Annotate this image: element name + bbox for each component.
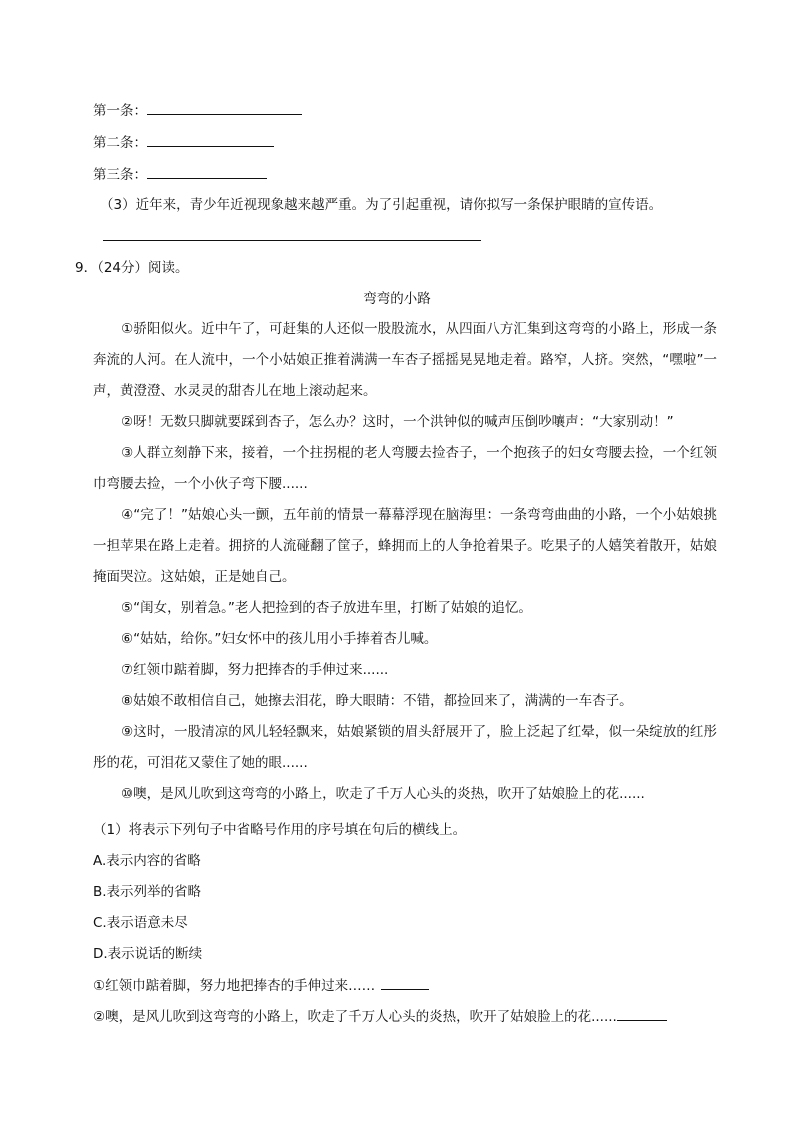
article-title: 弯弯的小路 [363,291,431,307]
answer-blank[interactable] [381,975,429,990]
question-9-header: 9．（24分）阅读。 [75,260,189,276]
slogan-line-1 [93,100,302,121]
slogan-label-1: 第一条： [93,103,147,119]
answer-blank[interactable] [147,164,267,179]
article-paragraph-9: ⑨这时，一股清凉的风儿轻轻飘来，姑娘紧锁的眉头舒展开了，脸上泛起了红晕，似一朵绽放的红彤彤的花，可泪花又蒙住了她的眼...... [93,724,717,771]
sentence-1: ①红领巾踮着脚，努力地把捧杏的手伸过来…… [93,975,429,996]
article-paragraph-1: ①骄阳似火。近中午了，可赶集的人还似一股股流水，从四面八方汇集到这弯弯的小路上，形成一条奔流的人河。在人流中，一个小姑娘正推着满满一车杏子摇摇晃晃地走着。路窄，人挤。突然，“嘿啦”一声，黄澄澄、水灵灵的甜杏儿在地上滚动起来。 [93,321,717,399]
article-paragraph-5: ⑤“闺女，别着急。”老人把捡到的杏子放进车里，打断了姑娘的追忆。 [121,600,532,616]
sub-question-1: （1）将表示下列句子中省略号作用的序号填在句后的横线上。 [93,822,467,838]
answer-blank[interactable] [147,100,302,115]
article-paragraph-2: ②呀！无数只脚就要踩到杏子，怎么办？这时，一个洪钟似的喊声压倒吵嚷声：“大家别动！” [121,414,674,430]
article-paragraph-3: ③人群立刻静下来，接着，一个拄拐棍的老人弯腰去捡杏子，一个抱孩子的妇女弯腰去捡，一个红领巾弯腰去捡，一个小伙子弯下腰...... [93,445,717,492]
article-paragraph-10: ⑩噢，是风儿吹到这弯弯的小路上，吹走了千万人心头的炎热，吹开了姑娘脸上的花...... [121,786,645,802]
article-paragraph-4: ④“完了！”姑娘心头一颤，五年前的情景一幕幕浮现在脑海里：一条弯弯曲曲的小路，一个小姑娘挑一担苹果在路上走着。拥挤的人流碰翻了筐子，蜂拥而上的人争抢着果子。吃果子的人嬉笑着散开，姑娘掩面哭泣。这姑娘，正是她自己。 [93,507,717,585]
article-paragraph-7: ⑦红领巾踮着脚，努力把捧杏的手伸过来...... [121,662,389,678]
article-paragraph-8: ⑧姑娘不敢相信自己，她擦去泪花，睁大眼睛：不错，都捡回来了，满满的一车杏子。 [121,693,633,709]
option-b: B.表示列举的省略 [93,884,202,900]
slogan-line-3 [93,164,267,185]
option-a: A.表示内容的省略 [93,853,201,869]
answer-blank[interactable] [103,226,481,241]
slogan-line-2 [93,132,274,153]
slogan-label-3: 第三条： [93,167,147,183]
question-3-text: （3）近年来，青少年近视现象越来越严重。为了引起重视，请你拟写一条保护眼睛的宣传语。 [100,197,663,213]
answer-blank[interactable] [617,1006,667,1021]
option-d: D.表示说话的断续 [93,946,203,962]
slogan-label-2: 第二条： [93,135,147,151]
article-paragraph-6: ⑥“姑姑，给你。”妇女怀中的孩儿用小手捧着杏儿喊。 [121,631,438,647]
option-c: C.表示语意未尽 [93,915,188,931]
answer-blank[interactable] [147,132,274,147]
sentence-2: ②噢，是风儿吹到这弯弯的小路上，吹走了千万人心头的炎热，吹开了姑娘脸上的花...... [93,1006,667,1027]
question-3-answer [103,226,481,247]
